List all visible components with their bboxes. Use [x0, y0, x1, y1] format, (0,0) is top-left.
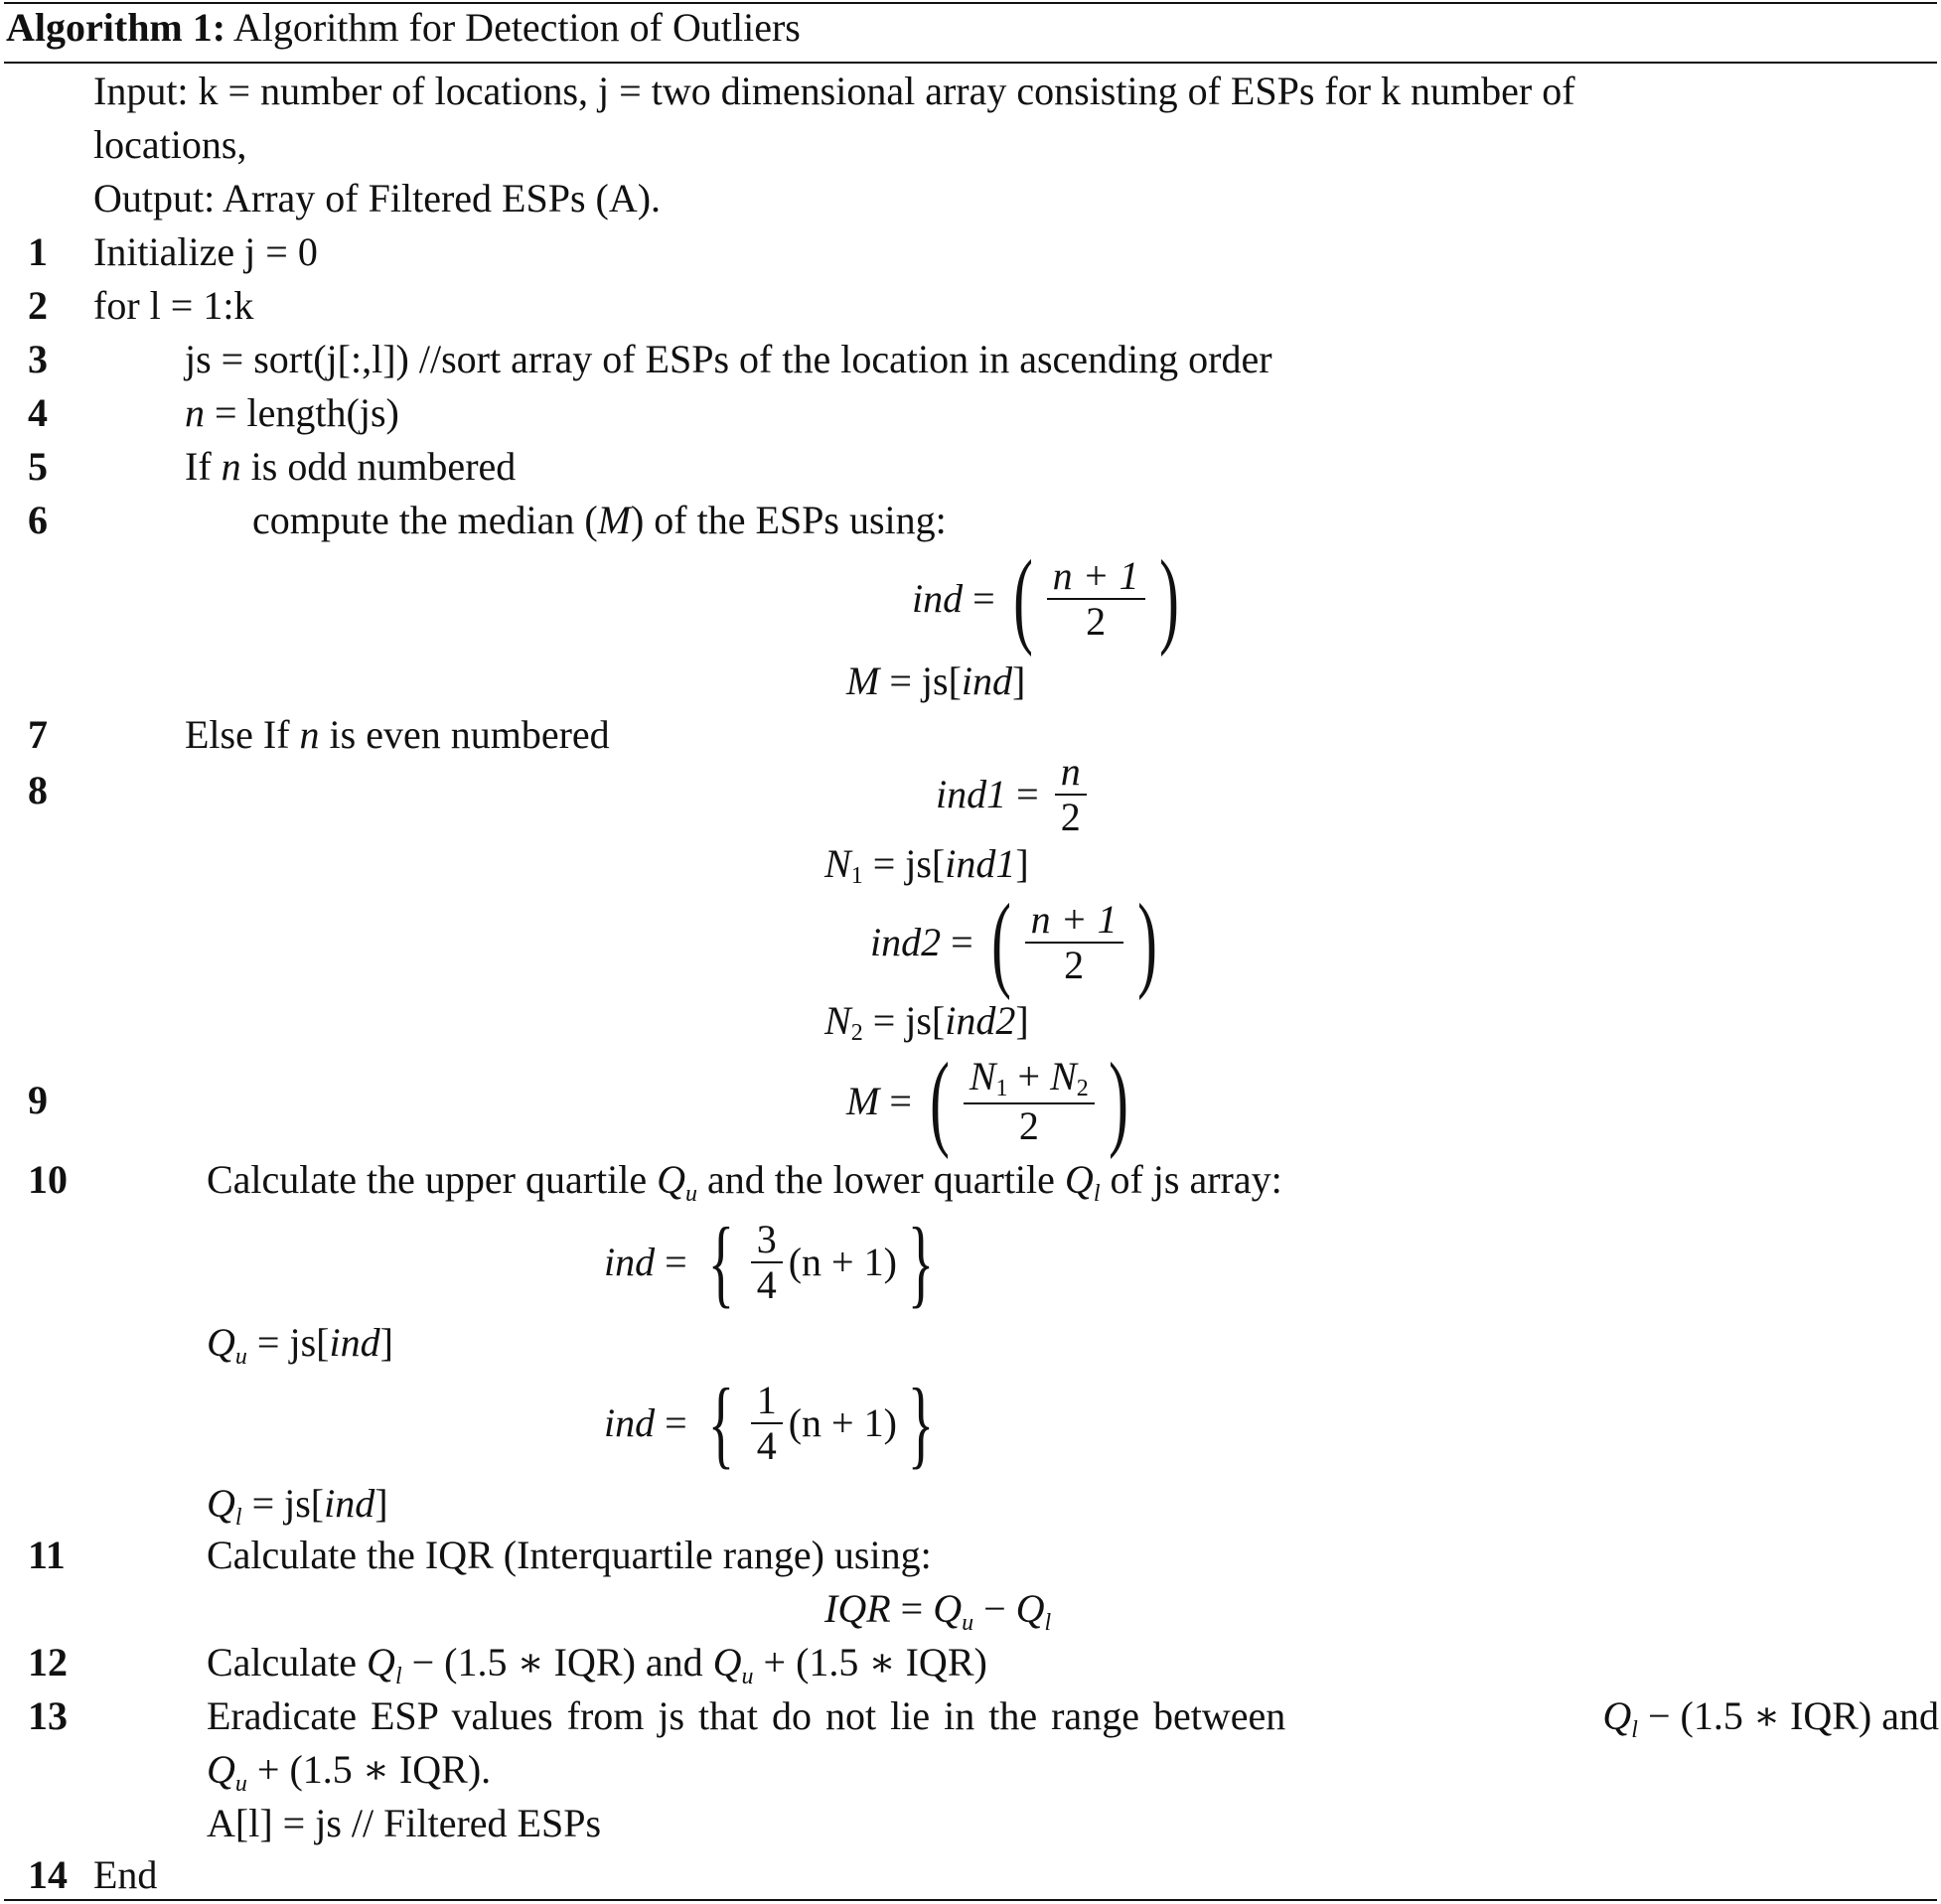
eq-ind1 [936, 747, 1093, 842]
n-plus-1 [788, 1400, 897, 1445]
math-Q: Q [933, 1586, 963, 1631]
math-close: ] [1012, 659, 1026, 703]
step-14-text: End [93, 1852, 158, 1897]
math-N: N [1050, 1054, 1077, 1099]
numerator: 3 [751, 1218, 783, 1263]
step-13-range [1602, 1693, 1939, 1743]
step-13-line-1 [207, 1693, 1939, 1743]
step-6-pre: compute the median ( [252, 498, 598, 542]
eq-M-even [846, 1042, 1136, 1160]
step-number: 8 [28, 768, 48, 812]
algorithm-title: Algorithm for Detection of Outliers [232, 5, 801, 50]
math-ind1: ind1 [936, 772, 1007, 816]
math-Q: Q [1602, 1693, 1632, 1738]
math-ind2: ind2 [870, 920, 942, 964]
step-5-text [185, 444, 517, 489]
step-12-and: and [635, 1640, 713, 1684]
subscript-u: u [741, 1664, 754, 1689]
var-n: n [221, 444, 241, 489]
math-close: ] [379, 1320, 393, 1365]
subscript: 2 [850, 1020, 863, 1046]
math-Q: Q [207, 1481, 235, 1526]
fraction [751, 1218, 783, 1307]
math-Q: Q [1015, 1586, 1045, 1631]
step-12-expr1: − (1.5 ∗ IQR) [401, 1640, 636, 1684]
eq-N2 [824, 998, 1029, 1046]
math-js: js[ [921, 659, 962, 703]
eq-M-assign [846, 661, 1025, 701]
right-brace: } [907, 1207, 935, 1317]
step-5-pre: If [185, 444, 222, 489]
right-brace: } [907, 1368, 935, 1478]
step-number: 1 [28, 229, 48, 274]
step-number: 5 [28, 444, 48, 489]
fraction [1047, 554, 1145, 644]
step-10-mid: and the lower quartile [697, 1157, 1065, 1202]
math-eq: = [1006, 772, 1049, 816]
step-number: 11 [28, 1533, 66, 1577]
step-number: 7 [28, 712, 48, 757]
math-Q: Q [657, 1157, 686, 1202]
math-Q: Q [207, 1320, 235, 1365]
denominator: 2 [1086, 599, 1107, 644]
math-eq: = [862, 998, 906, 1043]
math-eq: = [655, 1400, 697, 1445]
eq-IQR [824, 1586, 1052, 1636]
eq-ind-upper [604, 1208, 945, 1317]
math-js: js[ [284, 1481, 325, 1526]
math-close: ] [1015, 998, 1029, 1043]
step-12-pre: Calculate [207, 1640, 368, 1684]
right-paren: ) [1136, 883, 1157, 1001]
subscript-u: u [962, 1610, 974, 1636]
step-number: 2 [28, 283, 48, 328]
left-paren: ( [990, 883, 1011, 1001]
step-number: 10 [28, 1157, 68, 1202]
n-plus-1-text: (n + 1) [788, 1400, 897, 1445]
left-paren: ( [1012, 539, 1033, 658]
fraction [1055, 750, 1087, 839]
top-rule [4, 2, 1937, 4]
left-brace: { [707, 1368, 734, 1478]
math-eq: = [246, 1320, 290, 1365]
step-12-text [207, 1640, 987, 1689]
var-M: M [597, 498, 631, 542]
input-line-1: Input: k = number of locations, j = two dimensional array consisting of ESPs for k number of [93, 69, 1575, 113]
var-n: n [299, 712, 320, 757]
step-10-pre: Calculate the upper quartile [207, 1157, 658, 1202]
var-n: n [185, 390, 205, 435]
subscript-l: l [394, 1664, 402, 1689]
subscript: 1 [995, 1076, 1008, 1102]
input-line-2: locations, [93, 122, 247, 167]
eq-N1 [824, 841, 1029, 889]
algorithm-label: Algorithm 1: [6, 5, 226, 50]
step-13-expr2: + (1.5 ∗ IQR). [246, 1747, 492, 1792]
subscript-u: u [685, 1181, 698, 1207]
step-5-post: is odd numbered [240, 444, 517, 489]
denominator: 2 [1018, 1102, 1039, 1148]
denominator: 4 [756, 1423, 777, 1468]
step-10-text [207, 1157, 1282, 1207]
math-ind: ind [961, 659, 1013, 703]
step-number: 14 [28, 1852, 68, 1897]
subscript: 1 [850, 863, 863, 889]
math-js: js[ [905, 998, 946, 1043]
step-7-text [185, 712, 610, 757]
step-7-post: is even numbered [319, 712, 610, 757]
right-paren: ) [1158, 539, 1179, 658]
math-eq: = [655, 1240, 697, 1284]
step-2-text: for l = 1:k [93, 283, 254, 328]
denominator: 2 [1060, 795, 1081, 839]
algorithm-header [6, 5, 801, 50]
math-Q: Q [207, 1747, 235, 1792]
eq-ind-lower [604, 1369, 945, 1478]
step-number: 6 [28, 498, 48, 542]
step-3-text: js = sort(j[:,l]) //sort array of ESPs of the location in ascending order [185, 337, 1272, 381]
fraction [1025, 898, 1123, 987]
numerator: 1 [751, 1379, 783, 1424]
n-plus-1 [788, 1240, 897, 1284]
math-js: js[ [905, 841, 946, 886]
subscript-u: u [234, 1771, 247, 1797]
eq-ind2 [870, 883, 1165, 1001]
math-Q: Q [367, 1640, 395, 1684]
step-4-rest: = length(js) [205, 390, 399, 435]
math-M: M [846, 659, 880, 703]
math-eq: = [941, 920, 983, 964]
math-minus: − [973, 1586, 1016, 1631]
step-6-post: ) of the ESPs using: [630, 498, 947, 542]
math-ind: ind [324, 1481, 375, 1526]
step-10-post: of js array: [1100, 1157, 1282, 1202]
subscript: 2 [1076, 1076, 1089, 1102]
bottom-rule [4, 1899, 1937, 1901]
subscript-u: u [234, 1344, 247, 1370]
step-4-text [185, 390, 399, 435]
math-plus: + [1007, 1054, 1051, 1099]
eq-Ql [207, 1481, 388, 1531]
step-12-expr2: + (1.5 ∗ IQR) [753, 1640, 987, 1684]
step-1-text: Initialize j = 0 [93, 229, 318, 274]
n-plus-1-text: (n + 1) [788, 1240, 897, 1284]
numerator: n [1060, 749, 1081, 794]
math-eq: = [963, 576, 1005, 621]
subscript-l: l [1631, 1717, 1638, 1743]
step-13-and: and [1871, 1693, 1939, 1738]
denominator: 2 [1064, 943, 1085, 987]
math-N: N [824, 841, 851, 886]
step-number: 12 [28, 1640, 68, 1684]
fraction [751, 1379, 783, 1468]
math-ind: ind [604, 1240, 656, 1284]
header-rule [4, 62, 1937, 64]
eq-ind-median [912, 539, 1187, 658]
left-brace: { [707, 1207, 734, 1317]
math-eq: = [879, 659, 922, 703]
math-close: ] [374, 1481, 388, 1526]
subscript-l: l [234, 1505, 242, 1531]
step-number: 9 [28, 1078, 48, 1122]
numerator: n + 1 [1030, 897, 1118, 942]
step-7-pre: Else If [185, 712, 300, 757]
math-eq: = [890, 1586, 934, 1631]
math-M: M [846, 1079, 880, 1123]
math-IQR: IQR [824, 1586, 891, 1631]
left-paren: ( [929, 1042, 950, 1160]
math-js: js[ [289, 1320, 330, 1365]
step-number: 4 [28, 390, 48, 435]
math-close: ] [1015, 841, 1029, 886]
math-ind: ind [329, 1320, 380, 1365]
numerator: n + 1 [1052, 553, 1139, 598]
step-number: 13 [28, 1693, 68, 1738]
math-Q: Q [712, 1640, 742, 1684]
math-ind2: ind2 [945, 998, 1016, 1043]
output-line: Output: Array of Filtered ESPs (A). [93, 176, 662, 220]
math-eq: = [241, 1481, 285, 1526]
math-eq: = [862, 841, 906, 886]
step-6-text [252, 498, 947, 542]
step-13-line-2 [207, 1747, 492, 1797]
step-13-expr1: − (1.5 ∗ IQR) [1637, 1693, 1872, 1738]
math-N: N [969, 1054, 996, 1099]
math-ind: ind [604, 1400, 656, 1445]
right-paren: ) [1108, 1042, 1128, 1160]
math-ind: ind [912, 576, 964, 621]
eq-Qu [207, 1320, 393, 1370]
step-13-text: Eradicate ESP values from js that do not lie in the range between [207, 1693, 1300, 1738]
math-ind1: ind1 [945, 841, 1016, 886]
step-13-assign: A[l] = js // Filtered ESPs [207, 1801, 602, 1845]
fraction [964, 1055, 1095, 1147]
math-eq: = [879, 1079, 922, 1123]
subscript-l: l [1044, 1610, 1052, 1636]
math-Q: Q [1064, 1157, 1094, 1202]
subscript-l: l [1093, 1181, 1101, 1207]
step-11-text: Calculate the IQR (Interquartile range) using: [207, 1533, 932, 1577]
math-N: N [824, 998, 851, 1043]
step-number: 3 [28, 337, 48, 381]
denominator: 4 [756, 1262, 777, 1307]
